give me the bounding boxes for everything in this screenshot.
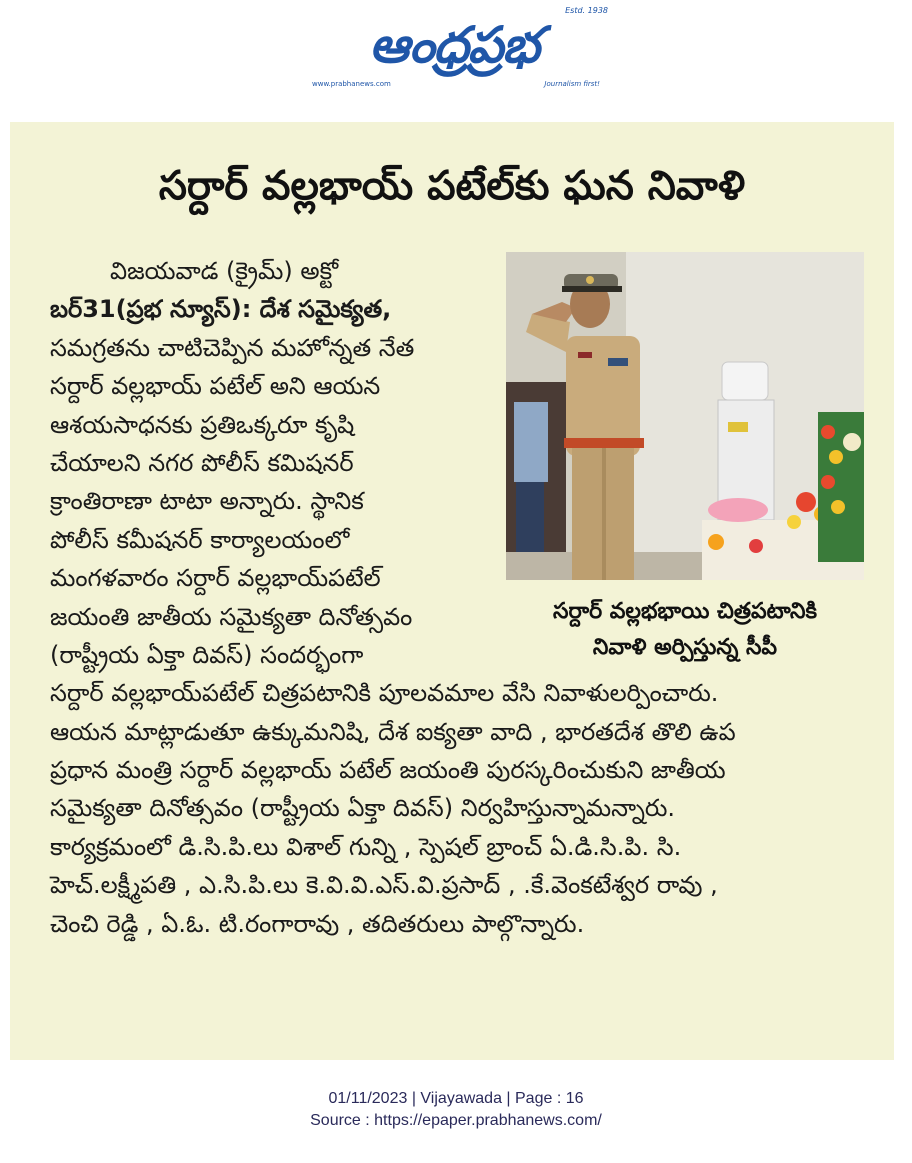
article-line: మంగళవారం సర్దార్ వల్లభాయ్‌పటేల్ bbox=[50, 564, 381, 593]
article-line: పోలీస్ కమీషనర్ కార్యాలయంలో bbox=[50, 525, 350, 554]
article-line: బర్31(ప్రభ న్యూస్): దేశ సమైక్యత, bbox=[50, 295, 392, 324]
article-line: సమగ్రతను చాటిచెప్పిన మహోన్నత నేత bbox=[50, 333, 415, 362]
logo-estd: Estd. 1938 bbox=[565, 6, 608, 15]
article-line: సర్దార్ వల్లభాయ్ పటేల్ అని ఆయన bbox=[50, 372, 381, 401]
masthead-logo bbox=[300, 6, 612, 94]
article-line: హెచ్.లక్ష్మీపతి , ఎ.సి.పి.లు కె.వి.వి.ఎస్.వి.ప్రసాద్ , .కే.వెంకటేశ్వర రావు , bbox=[50, 871, 718, 900]
article-line: సర్దార్ వల్లభాయ్‌పటేల్ చిత్రపటానికి పూలవమాల వేసి నివాళులర్పించారు. bbox=[50, 679, 719, 708]
article-line: విజయవాడ (క్రైమ్) అక్టో bbox=[110, 257, 339, 285]
article-line: ప్రధాన మంత్రి సర్దార్ వల్లభాయ్ పటేల్ జయంతి పురస్కరించుకుని జాతీయ bbox=[50, 756, 726, 785]
logo-url: www.prabhanews.com bbox=[312, 80, 391, 88]
news-clipping bbox=[10, 122, 894, 1060]
source-footer bbox=[0, 1088, 912, 1132]
article-line: (రాష్ట్రీయ ఏక్తా దివస్) సందర్భంగా bbox=[50, 640, 364, 669]
article-line: చేయాలని నగర పోలీస్ కమిషనర్ bbox=[50, 448, 354, 477]
footer-date-page: 01/11/2023 | Vijayawada | Page : 16 bbox=[328, 1090, 584, 1107]
article-line: జయంతి జాతీయ సమైక్యతా దినోత్సవం bbox=[50, 602, 413, 631]
article-line: ఆశయసాధనకు ప్రతిఒక్కరూ కృషి bbox=[50, 410, 355, 439]
caption-line: సర్దార్ వల్లభభాయి చిత్రపటానికి bbox=[553, 599, 817, 624]
logo-text: ఆంధ్రప్రభ bbox=[369, 16, 539, 74]
photo-police-salute bbox=[506, 252, 864, 580]
article-line: ఆయన మాట్లాడుతూ ఉక్కుమనిషి, దేశ ఐక్యతా వాది , భారతదేశ తొలి ఉప bbox=[50, 717, 736, 746]
logo-tagline: Journalism first! bbox=[544, 80, 600, 88]
article-line: కార్యక్రమంలో డి.సి.పి.లు విశాల్ గున్ని , స్పెషల్ బ్రాంచ్ ఏ.డి.సి.పి. సి. bbox=[50, 832, 682, 861]
article-photo bbox=[506, 252, 864, 580]
article-headline: సర్దార్ వల్లభాయ్ పటేల్‌కు ఘన నివాళి bbox=[158, 163, 746, 209]
article-line: సమైక్యతా దినోత్సవం (రాష్ట్రీయ ఏక్తా దివస్) నిర్వహిస్తున్నామన్నారు. bbox=[50, 794, 676, 823]
caption-line: నివాళి అర్పిస్తున్న సీపీ bbox=[592, 635, 778, 660]
photo-caption bbox=[490, 594, 880, 666]
article-line: చెంచి రెడ్డి , ఏ.ఓ. టి.రంగారావు , తదితరులు పాల్గొన్నారు. bbox=[50, 909, 585, 938]
article-line: క్రాంతిరాణా టాటా అన్నారు. స్థానిక bbox=[50, 487, 364, 516]
footer-source: Source : https://epaper.prabhanews.com/ bbox=[310, 1112, 602, 1129]
